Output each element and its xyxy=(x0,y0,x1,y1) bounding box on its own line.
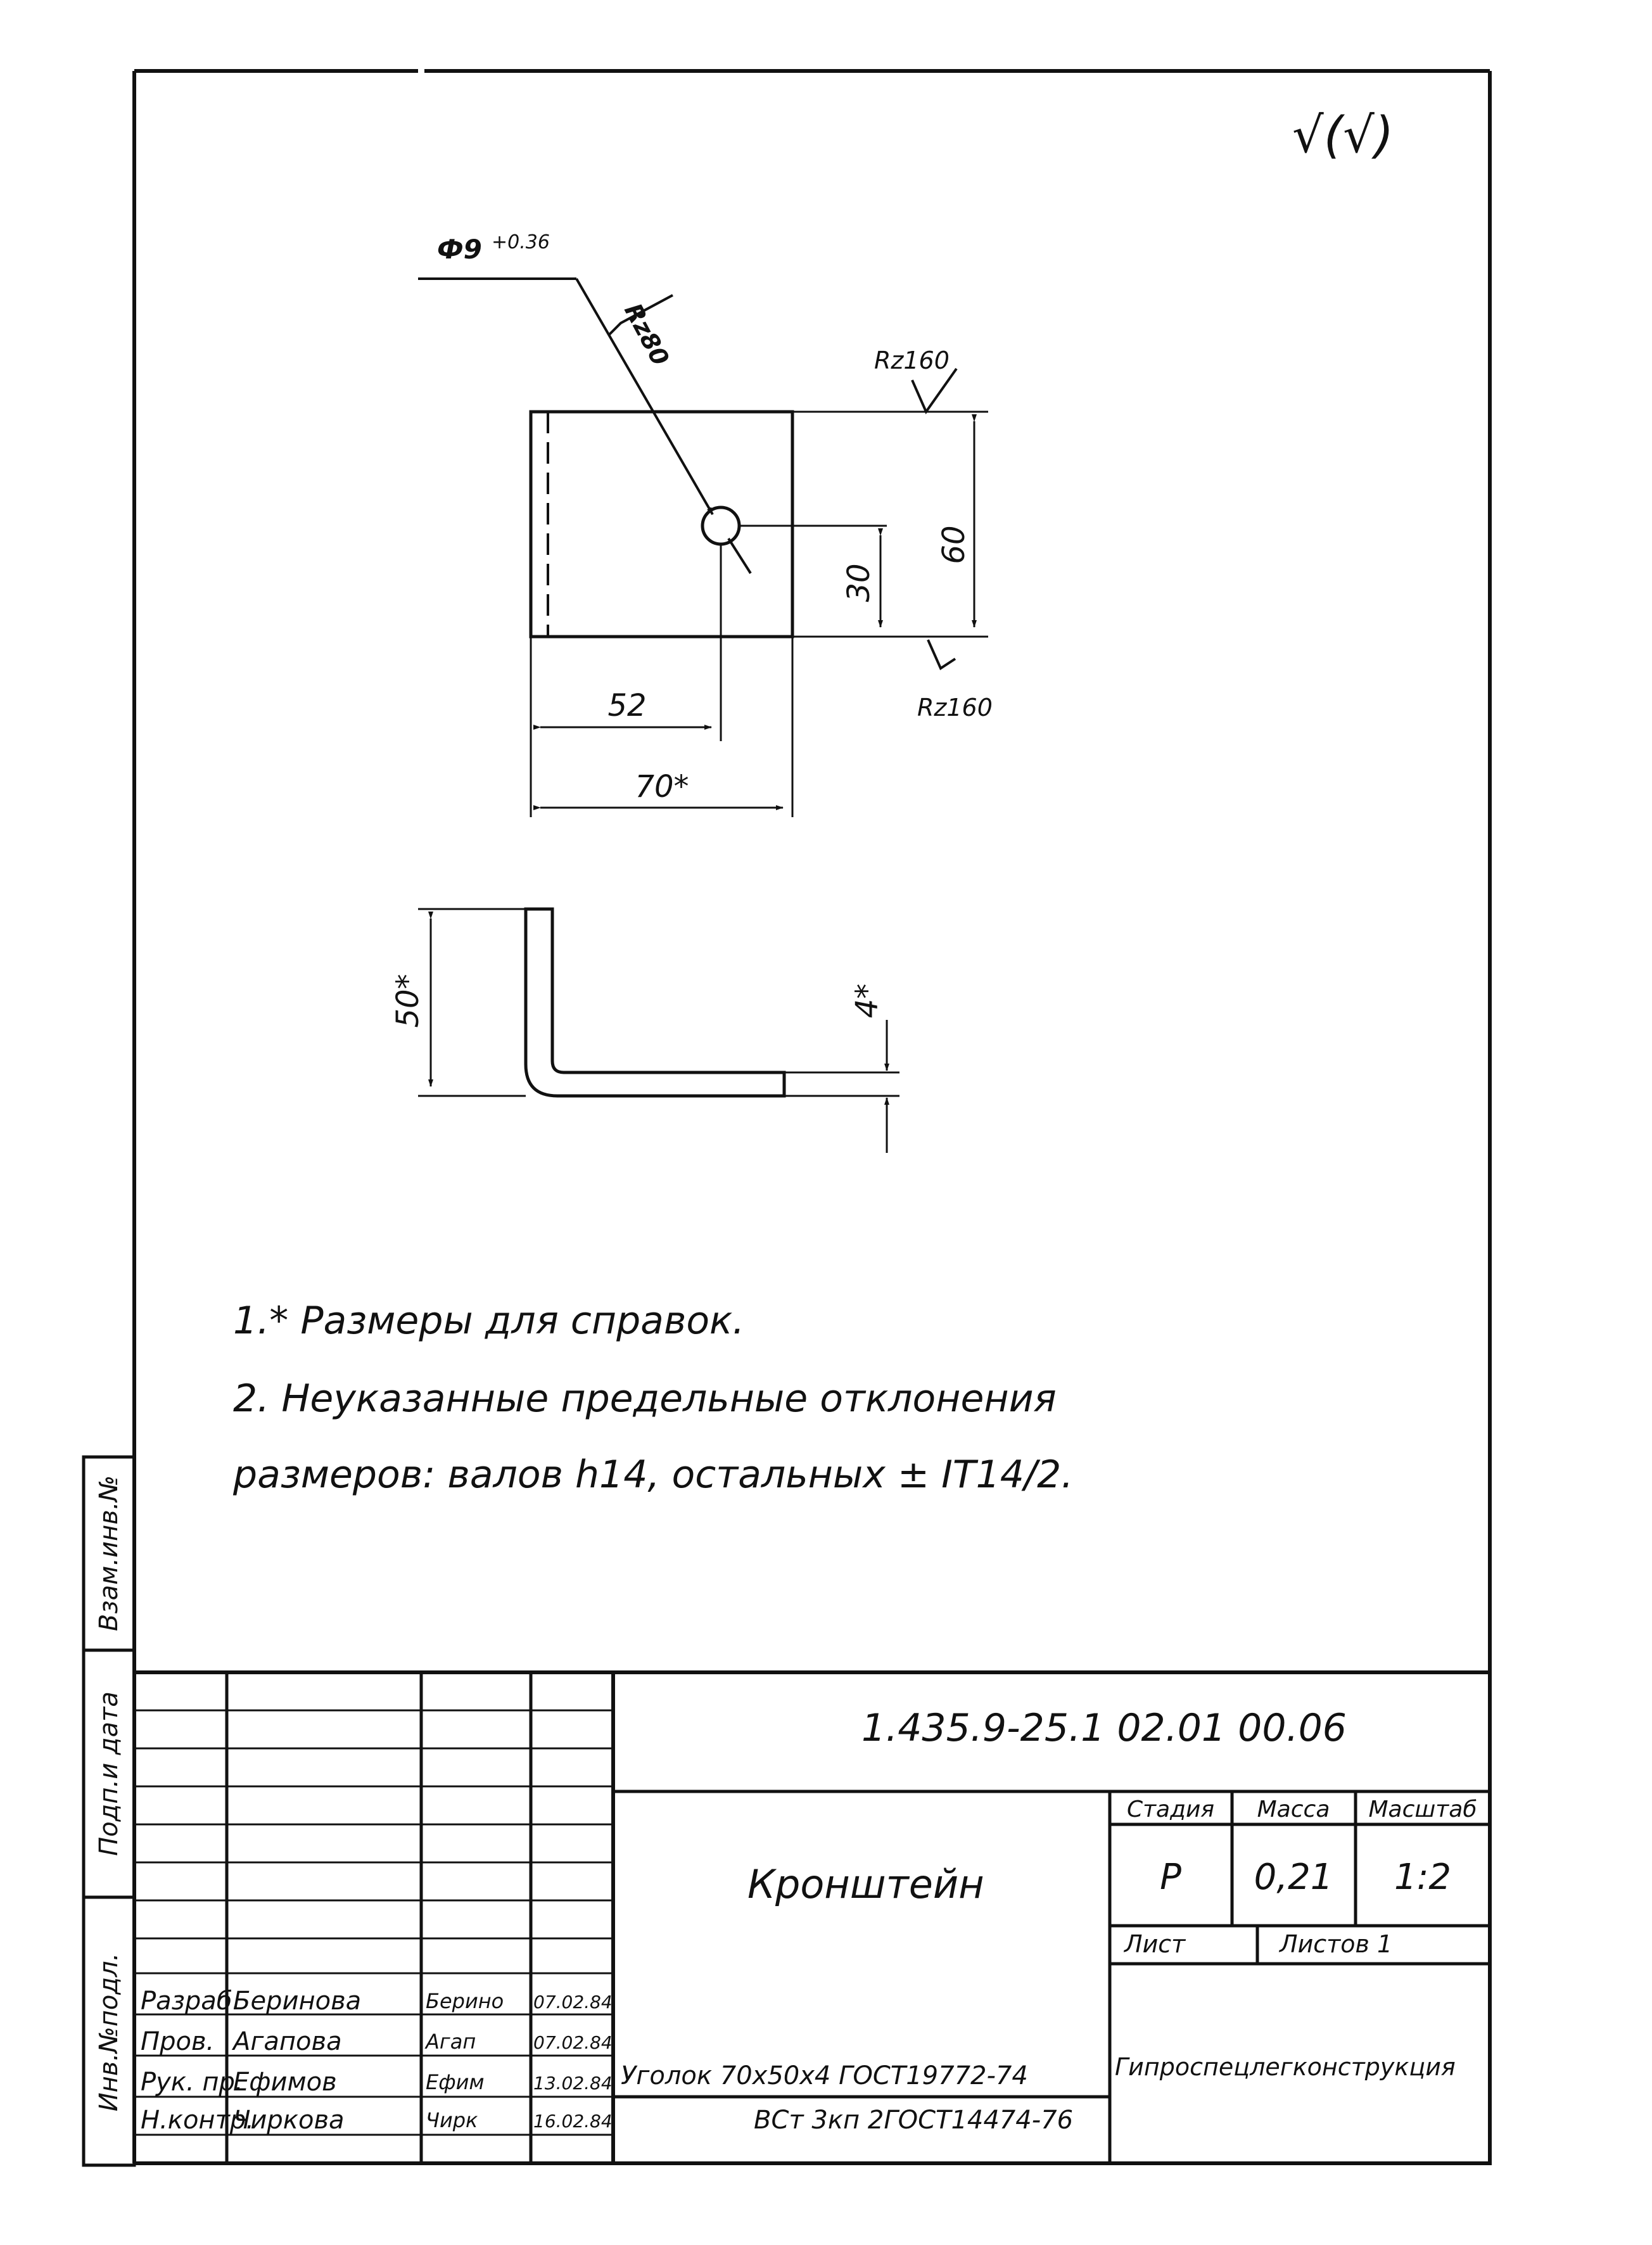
sheet-label: Лист xyxy=(1124,1930,1186,1958)
person-name: Агапова xyxy=(233,2027,342,2056)
note-1: 1.* Размеры для справок. xyxy=(233,1299,745,1343)
bottom-roughness-tick xyxy=(928,640,955,668)
value-scale: 1:2 xyxy=(1394,1857,1452,1898)
dim-width: 70* xyxy=(635,769,689,805)
note-2: 2. Неуказанные предельные отклонения xyxy=(233,1377,1057,1421)
sheet-frame xyxy=(134,71,1490,2165)
bottom-roughness: Rz160 xyxy=(917,694,993,722)
person-signature: Чирк xyxy=(426,2108,478,2132)
dim-hole-x: 52 xyxy=(607,688,647,723)
strip-sign-date: Подп.и дата xyxy=(94,1691,124,1856)
person-role: Н.контр. xyxy=(141,2106,254,2135)
hole-tolerance: +0.36 xyxy=(492,231,550,253)
angle-profile xyxy=(526,909,784,1096)
person-name: Беринова xyxy=(233,1987,362,2016)
header-mass: Масса xyxy=(1257,1797,1330,1822)
material-line-2: ВСт 3кп 2ГОСТ14474-76 xyxy=(754,2106,1074,2135)
hole-circle xyxy=(702,507,739,544)
header-stage: Стадия xyxy=(1126,1797,1215,1822)
dim-thickness: 4* xyxy=(849,983,885,1019)
person-role: Разраб. xyxy=(141,1987,241,2016)
hole-diameter: Ф9 xyxy=(437,234,482,265)
person-date: 16.02.84 xyxy=(533,2111,613,2132)
top-roughness: Rz160 xyxy=(874,347,950,374)
person-role: Рук. пр. xyxy=(141,2068,243,2097)
people-table xyxy=(141,1987,613,2135)
hole-roughness: Rz80 xyxy=(619,298,675,371)
strip-replace-no: Взам.инв.№ xyxy=(94,1475,124,1632)
part-name: Кронштейн xyxy=(747,1861,984,1907)
title-block xyxy=(134,1672,1490,2163)
top-roughness-tick xyxy=(912,369,956,412)
person-date: 07.02.84 xyxy=(533,2032,613,2053)
value-mass: 0,21 xyxy=(1254,1857,1333,1898)
dim-height: 60 xyxy=(936,525,972,564)
side-strip xyxy=(84,1457,134,2165)
drawing-notes xyxy=(232,1299,1073,1497)
document-code: 1.435.9-25.1 02.01 00.06 xyxy=(861,1706,1347,1750)
person-name: Чиркова xyxy=(233,2106,345,2135)
person-signature: Агап xyxy=(426,2030,476,2054)
side-view xyxy=(390,909,899,1153)
organization: Гипроспецлегконструкция xyxy=(1115,2053,1456,2081)
plan-view xyxy=(418,231,993,817)
person-name: Ефимов xyxy=(233,2068,337,2097)
person-date: 07.02.84 xyxy=(533,1992,613,2013)
plate-outline xyxy=(531,412,792,637)
value-stage: Р xyxy=(1160,1857,1181,1898)
person-signature: Ефим xyxy=(426,2070,485,2094)
person-signature: Берино xyxy=(426,1989,504,2013)
material-line-1: Уголок 70х50х4 ГОСТ19772-74 xyxy=(621,2061,1028,2090)
dim-hole-y: 30 xyxy=(841,563,877,602)
surface-roughness-mark: √(√) xyxy=(1292,107,1394,164)
person-role: Пров. xyxy=(141,2027,215,2056)
strip-inv-no: Инв.№подл. xyxy=(94,1952,124,2112)
person-date: 13.02.84 xyxy=(533,2073,613,2094)
dim-side-height: 50* xyxy=(390,974,426,1028)
note-3: размеров: валов h14, остальных ± IT14/2. xyxy=(233,1453,1074,1497)
sheets-label: Листов 1 xyxy=(1280,1930,1393,1958)
header-scale: Масштаб xyxy=(1368,1797,1477,1822)
